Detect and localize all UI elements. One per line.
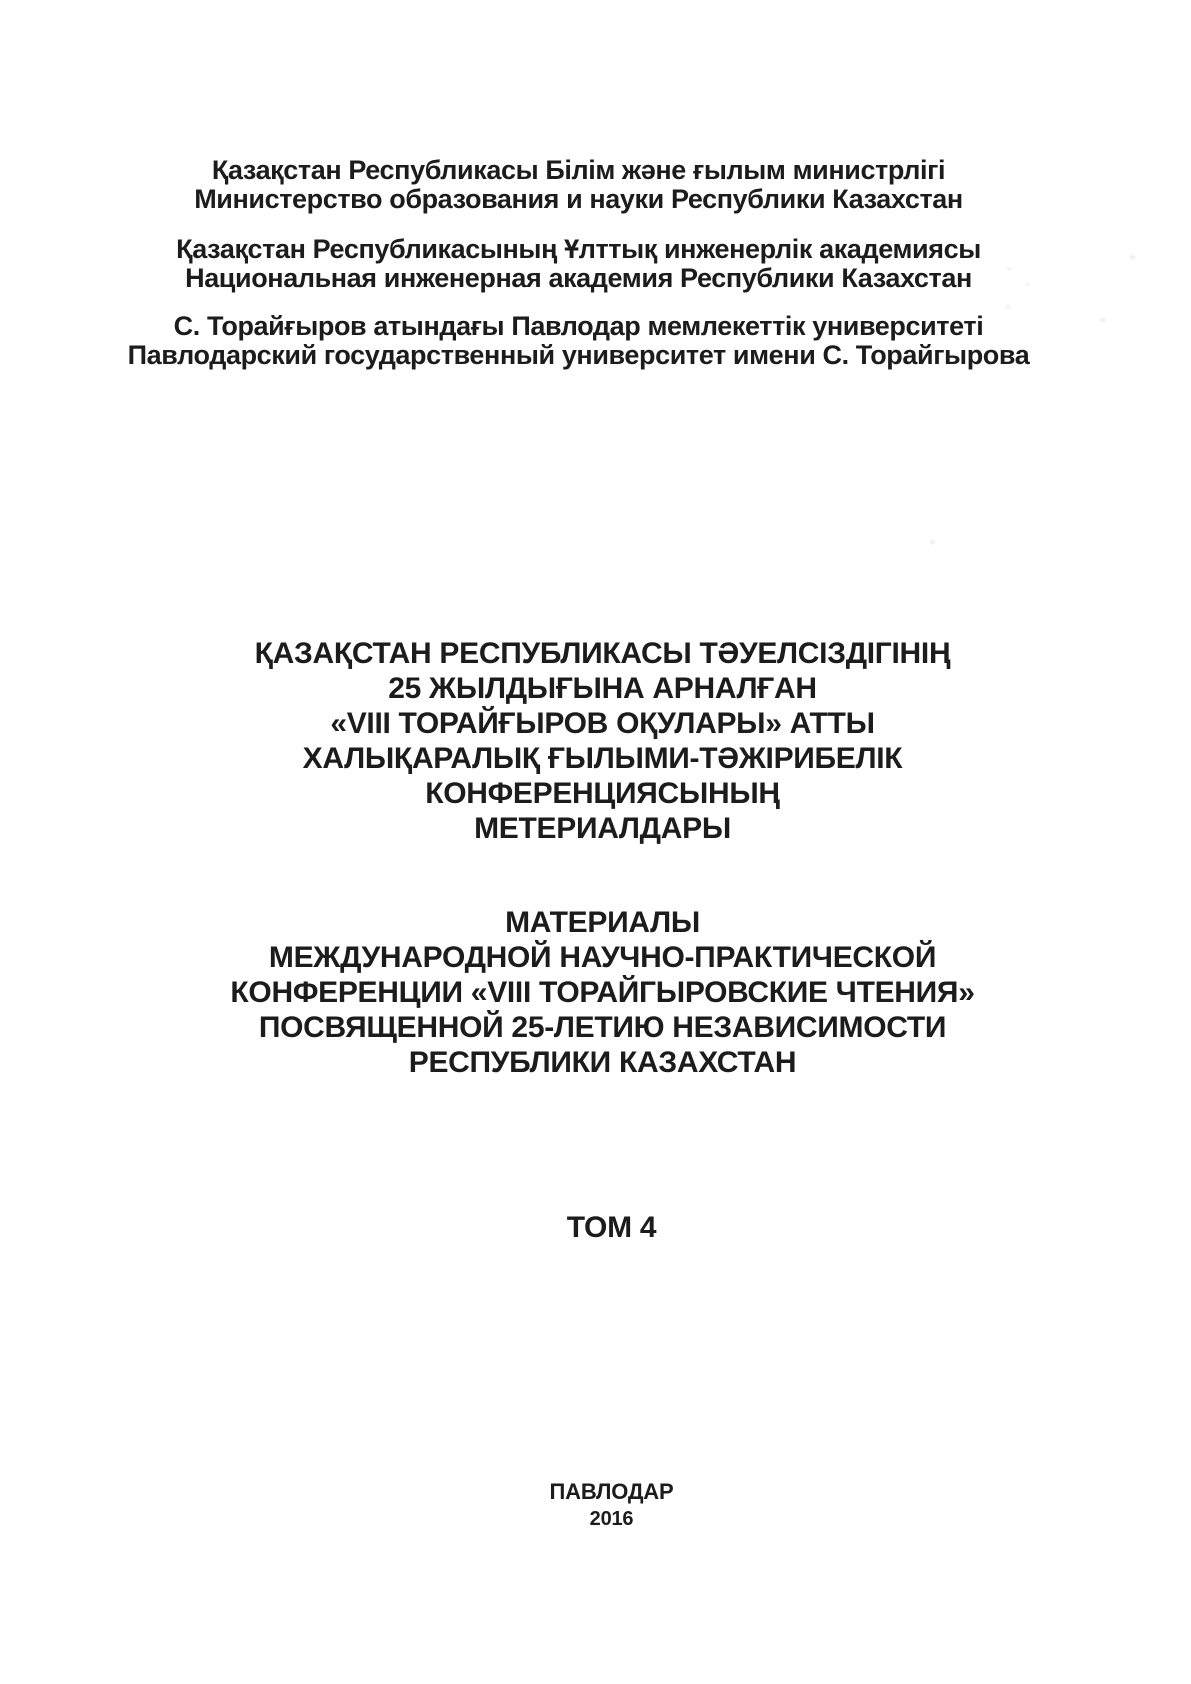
text-line: РЕСПУБЛИКИ КАЗАХСТАН	[408, 1046, 797, 1079]
text-line: Павлодарский государственный университет имени С. Торайгырова	[127, 340, 1030, 370]
scan-artifact	[1100, 318, 1106, 322]
scan-artifact	[1006, 305, 1010, 308]
ministry-block	[0, 156, 1174, 214]
volume-label: ТОМ 4	[566, 1211, 657, 1244]
text-line: КОНФЕРЕНЦИИ «VIII ТОРАЙГЫРОВСКИЕ ЧТЕНИЯ»	[230, 976, 975, 1009]
university-block	[0, 312, 1174, 370]
scan-artifact	[1026, 283, 1029, 286]
text-line: 25 ЖЫЛДЫҒЫНА АРНАЛҒАН	[388, 672, 817, 705]
title-kazakh	[7, 636, 1191, 846]
imprint-year: 2016	[589, 1508, 634, 1530]
imprint	[16, 1479, 1191, 1531]
text-line: Қазақстан Республикасының Ұлттық инженерлік академиясы	[176, 234, 981, 264]
text-line: МЕТЕРИАЛДАРЫ	[474, 812, 731, 845]
scan-artifact	[1130, 255, 1135, 259]
text-line: Министерство образования и науки Республики Казахстан	[194, 184, 963, 214]
text-line: С. Торайғыров атындағы Павлодар мемлекеттік университеті	[173, 311, 984, 341]
text-line: Қазақстан Республикасы Білім және ғылым министрлігі	[211, 155, 946, 185]
text-line: ПОСВЯЩЕННОЙ 25-ЛЕТИЮ НЕЗАВИСИМОСТИ	[258, 1011, 947, 1044]
text-line: ҚАЗАҚСТАН РЕСПУБЛИКАСЫ ТӘУЕЛСІЗДІГІНІҢ	[254, 637, 951, 670]
text-line: МЕЖДУНАРОДНОЙ НАУЧНО-ПРАКТИЧЕСКОЙ	[268, 941, 937, 974]
text-line: «VIII ТОРАЙҒЫРОВ ОҚУЛАРЫ» АТТЫ	[330, 707, 875, 740]
text-line: ХАЛЫҚАРАЛЫҚ ҒЫЛЫМИ-ТӘЖІРИБЕЛІК	[302, 742, 903, 775]
academy-block	[0, 235, 1174, 293]
scan-artifact	[1007, 267, 1011, 270]
text-line: КОНФЕРЕНЦИЯСЫНЫҢ	[425, 777, 780, 810]
text-line: МАТЕРИАЛЫ	[505, 906, 700, 939]
title-russian	[7, 905, 1191, 1080]
scan-artifact	[930, 540, 935, 544]
imprint-city: ПАВЛОДАР	[549, 1479, 674, 1504]
text-line: Национальная инженерная академия Республики Казахстан	[185, 263, 972, 293]
